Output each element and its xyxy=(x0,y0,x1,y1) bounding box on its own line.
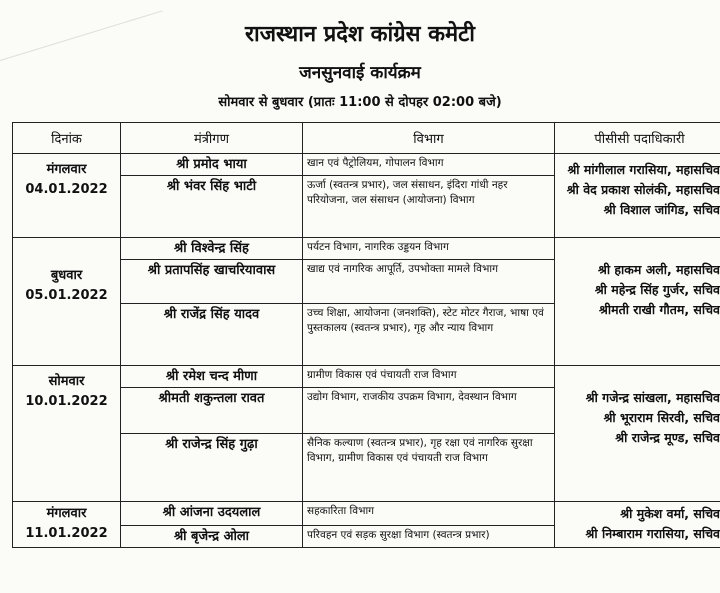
official-name: श्री महेन्द्र सिंह गुर्जर, सचिव xyxy=(594,282,720,297)
minister-name: श्रीमती शकुन्तला रावत xyxy=(121,388,303,434)
header-pcc-officials: पीसीसी पदाधिकारी xyxy=(555,123,720,154)
official-name: श्री भूराराम सिरवी, सचिव xyxy=(603,410,720,425)
header-ministers: मंत्रीगण xyxy=(121,123,303,154)
department-text: उच्च शिक्षा, आयोजना (जनशक्ति), स्टेट मोटर गैराज, भाषा एवं पुस्तकालय (स्वतन्त्र प्रभार), गृह और न्याय विभाग xyxy=(303,304,555,366)
date-value: 10.01.2022 xyxy=(25,394,108,409)
minister-name: श्री प्रतापसिंह खाचरियावास xyxy=(121,260,303,304)
department-text: खान एवं पैट्रोलियम, गोपालन विभाग xyxy=(303,154,555,176)
minister-name: श्री राजेंद्र सिंह यादव xyxy=(121,304,303,366)
official-name: श्री निम्बाराम गरासिया, सचिव xyxy=(585,526,720,541)
day-name: मंगलवार xyxy=(46,162,87,177)
department-text: परिवहन एवं सड़क सुरक्षा विभाग (स्वतन्त्र प्रभार) xyxy=(303,526,555,548)
department-text: सैनिक कल्याण (स्वतन्त्र प्रभार), गृह रक्षा एवं नागरिक सुरक्षा विभाग, ग्रामीण विकास एवं पंचायती राज विभाग xyxy=(303,434,555,502)
official-name: श्रीमती राखी गौतम, सचिव xyxy=(599,302,720,317)
minister-name: श्री रमेश चन्द मीणा xyxy=(121,366,303,388)
minister-name: श्री भंवर सिंह भाटी xyxy=(121,176,303,238)
pcc-officials-cell xyxy=(555,154,720,238)
table-row xyxy=(13,238,720,260)
department-text: ग्रामीण विकास एवं पंचायती राज विभाग xyxy=(303,366,555,388)
minister-name: श्री विश्वेन्द्र सिंह xyxy=(121,238,303,260)
minister-name: श्री आंजना उदयलाल xyxy=(121,502,303,526)
table-row xyxy=(13,502,720,526)
minister-name: श्री प्रमोद भाया xyxy=(121,154,303,176)
document-subtitle: जनसुनवाई कार्यक्रम xyxy=(299,63,421,83)
table-header-row xyxy=(13,123,720,154)
department-text: खाद्य एवं नागरिक आपूर्ति, उपभोक्ता मामले विभाग xyxy=(303,260,555,304)
department-text: सहकारिता विभाग xyxy=(303,502,555,526)
official-name: श्री राजेन्द्र मूण्ड, सचिव xyxy=(615,430,720,445)
date-cell xyxy=(13,238,121,366)
header-date: दिनांक xyxy=(13,123,121,154)
pcc-officials-cell xyxy=(555,238,720,366)
minister-name: श्री बृजेन्द्र ओला xyxy=(121,526,303,548)
day-name: बुधवार xyxy=(50,268,83,283)
date-value: 11.01.2022 xyxy=(25,526,108,541)
day-name: सोमवार xyxy=(48,374,85,389)
document-title: राजस्थान प्रदेश कांग्रेस कमेटी xyxy=(245,22,475,47)
minister-name: श्री राजेन्द्र सिंह गुढ़ा xyxy=(121,434,303,502)
official-name: श्री गजेन्द्र सांखला, महासचिव xyxy=(585,390,720,405)
department-text: उद्योग विभाग, राजकीय उपक्रम विभाग, देवस्थान विभाग xyxy=(303,388,555,434)
department-text: ऊर्जा (स्वतन्त्र प्रभार), जल संसाधन, इंदिरा गांधी नहर परियोजना, जल संसाधन (आयोजना) विभाग xyxy=(303,176,555,238)
pcc-officials-cell xyxy=(555,366,720,502)
date-value: 04.01.2022 xyxy=(25,182,108,197)
department-text: पर्यटन विभाग, नागरिक उड्डयन विभाग xyxy=(303,238,555,260)
date-value: 05.01.2022 xyxy=(25,288,108,303)
official-name: श्री विशाल जांगिड, सचिव xyxy=(603,202,720,217)
date-cell xyxy=(13,366,121,502)
day-name: मंगलवार xyxy=(46,506,87,521)
table-row xyxy=(13,366,720,388)
schedule-timing: सोमवार से बुधवार (प्रातः 11:00 से दोपहर 02:00 बजे) xyxy=(218,95,502,110)
header-department: विभाग xyxy=(303,123,555,154)
date-cell xyxy=(13,154,121,238)
official-name: श्री मांगीलाल गरासिया, महासचिव xyxy=(567,162,720,177)
table-row xyxy=(13,154,720,176)
official-name: श्री वेद प्रकाश सोलंकी, महासचिव xyxy=(566,182,720,197)
official-name: श्री हाकम अली, महासचिव xyxy=(597,262,720,277)
date-cell xyxy=(13,502,121,548)
pcc-officials-cell xyxy=(555,502,720,548)
official-name: श्री मुकेश वर्मा, सचिव xyxy=(620,506,720,521)
schedule-table xyxy=(12,122,720,548)
